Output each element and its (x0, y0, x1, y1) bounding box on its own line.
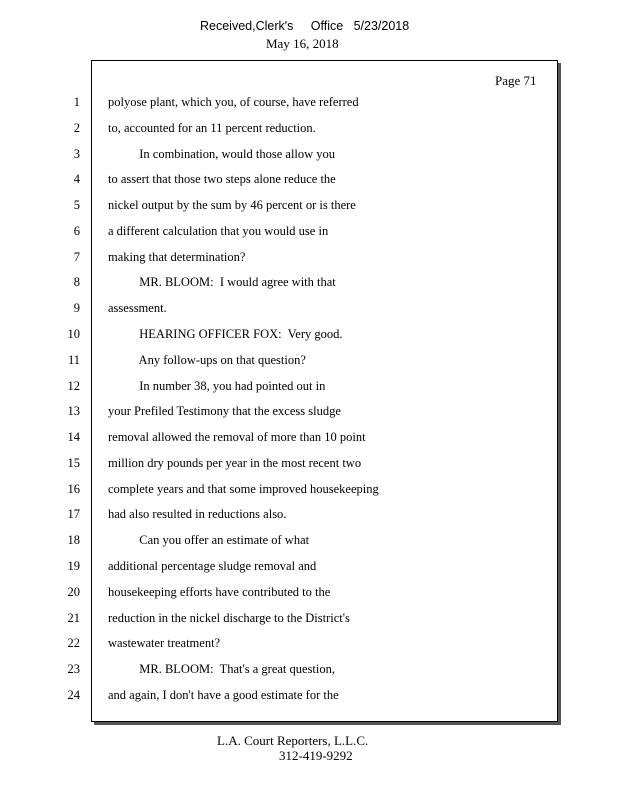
line-number: 14 (67, 430, 80, 445)
line-number: 23 (67, 662, 80, 677)
transcript-line (0, 121, 560, 141)
transcript-line (0, 172, 560, 192)
transcript-line (0, 327, 560, 347)
transcript-line (0, 250, 560, 270)
transcript-line (0, 353, 560, 373)
line-text: wastewater treatment? (108, 636, 221, 651)
transcript-line (0, 275, 560, 295)
line-number: 6 (73, 223, 80, 238)
page-number: Page 71 (495, 73, 537, 88)
line-text: your Prefiled Testimony that the excess sludge (108, 404, 341, 419)
line-number: 17 (67, 507, 80, 522)
document-date: May 16, 2018 (266, 36, 339, 51)
court-reporter-phone: 312-419-9292 (279, 748, 353, 763)
line-text: making that determination? (108, 249, 246, 264)
line-number: 8 (73, 275, 80, 290)
transcript-line (0, 482, 560, 502)
line-number: 16 (67, 481, 80, 496)
transcript-line (0, 559, 560, 579)
transcript-line (0, 198, 560, 218)
transcript-line (0, 507, 560, 527)
line-number: 1 (73, 95, 80, 109)
line-number: 19 (67, 559, 80, 574)
line-text: Can you offer an estimate of what (108, 533, 310, 548)
transcript-line (0, 533, 560, 553)
transcript-line (0, 611, 560, 631)
line-number: 11 (67, 352, 80, 367)
transcript-line (0, 430, 560, 450)
court-reporter-name: L.A. Court Reporters, L.L.C. (217, 733, 369, 748)
line-text: had also resulted in reductions also. (108, 507, 287, 522)
line-number: 15 (67, 455, 80, 470)
line-text: removal allowed the removal of more than 10 point (108, 430, 366, 445)
line-number: 13 (67, 404, 80, 419)
line-text: housekeeping efforts have contributed to the (108, 584, 331, 599)
transcript-line (0, 688, 560, 708)
line-text: reduction in the nickel discharge to the District's (108, 610, 350, 625)
line-text: MR. BLOOM: I would agree with that (108, 275, 336, 290)
transcript-line (0, 224, 560, 244)
line-text: million dry pounds per year in the most recent two (108, 455, 362, 470)
transcript-line (0, 404, 560, 424)
line-number: 20 (67, 584, 80, 599)
transcript-line (0, 456, 560, 476)
line-text: nickel output by the sum by 46 percent or is there (108, 198, 356, 213)
line-text: polyose plant, which you, of course, have referred (108, 95, 359, 109)
line-text: to assert that those two steps alone reduce the (108, 172, 336, 187)
line-number: 12 (67, 378, 80, 393)
line-number: 18 (67, 533, 80, 548)
line-text: additional percentage sludge removal and (108, 559, 317, 574)
line-number: 2 (73, 120, 80, 135)
line-number: 21 (67, 610, 80, 625)
line-text: Any follow-ups on that question? (108, 352, 306, 367)
line-text: and again, I don't have a good estimate for the (108, 687, 339, 702)
line-number: 9 (73, 301, 80, 316)
line-text: complete years and that some improved housekeeping (108, 481, 379, 496)
transcript-line (0, 585, 560, 605)
line-text: In number 38, you had pointed out in (108, 378, 326, 393)
line-text: HEARING OFFICER FOX: Very good. (108, 327, 343, 342)
line-number: 24 (67, 687, 80, 702)
line-number: 3 (73, 146, 80, 161)
line-text: a different calculation that you would use in (108, 223, 329, 238)
line-number: 4 (73, 172, 80, 187)
line-text: assessment. (108, 301, 167, 316)
transcript-line (0, 301, 560, 321)
line-number: 22 (67, 636, 80, 651)
received-stamp: Received,Clerk's Office 5/23/2018 (200, 19, 410, 33)
line-number: 7 (73, 249, 80, 264)
line-text: MR. BLOOM: That's a great question, (108, 662, 336, 677)
transcript-line (0, 636, 560, 656)
transcript-line (0, 147, 560, 167)
transcript-line (0, 95, 560, 115)
line-number: 5 (73, 198, 80, 213)
line-number: 10 (67, 327, 80, 342)
transcript-line (0, 379, 560, 399)
line-text: to, accounted for an 11 percent reduction. (108, 120, 316, 135)
transcript-line (0, 662, 560, 682)
line-text: In combination, would those allow you (108, 146, 336, 161)
